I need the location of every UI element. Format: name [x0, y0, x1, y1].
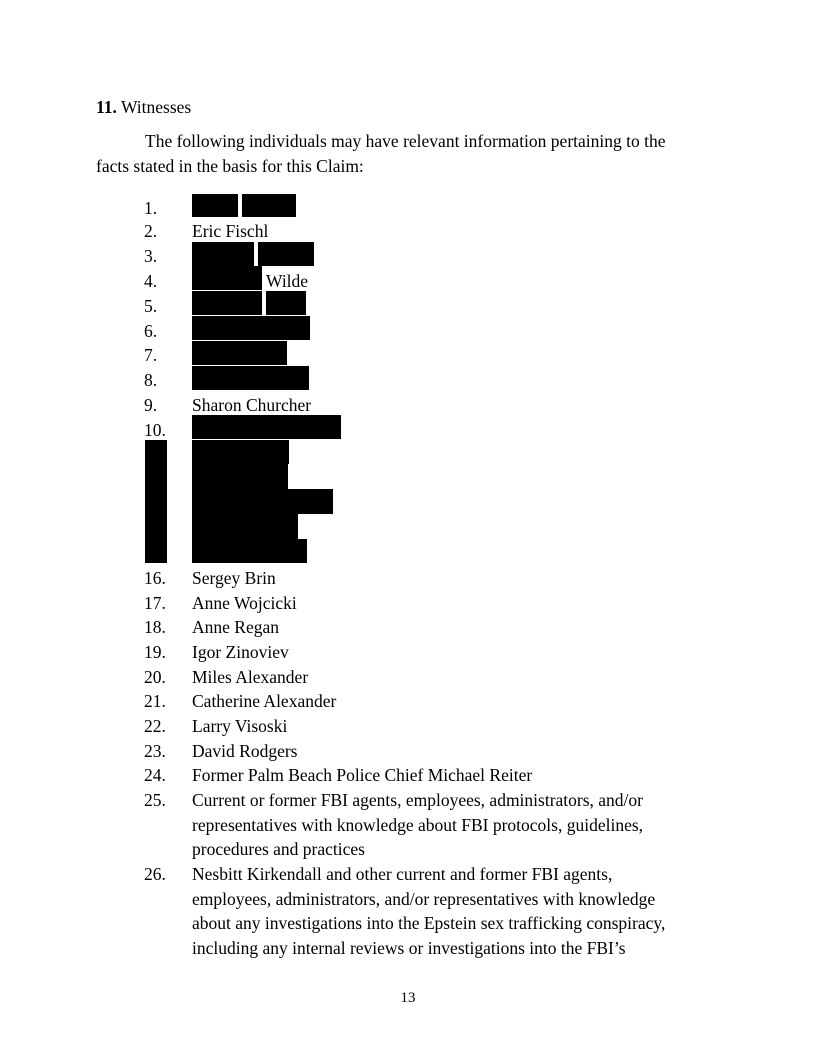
witness-name: Anne Wojcicki — [192, 593, 297, 613]
witness-name: Wilde — [266, 271, 309, 291]
redaction-block — [192, 514, 298, 539]
redaction-block — [192, 194, 238, 217]
item-number: 3. — [144, 246, 158, 266]
redaction-block — [145, 440, 167, 464]
witness-name: Anne Regan — [192, 617, 279, 637]
item-number: 6. — [144, 321, 158, 341]
witness-name: Igor Zinoviev — [192, 642, 289, 662]
redaction-block — [242, 194, 296, 217]
item-number: 5. — [144, 296, 158, 316]
item-number: 9. — [144, 395, 158, 415]
redaction-block — [258, 242, 314, 266]
redaction-block — [145, 464, 167, 489]
intro-line-2: facts stated in the basis for this Claim: — [96, 156, 364, 176]
item-number: 7. — [144, 345, 158, 365]
witness-description-line: Current or former FBI agents, employees, administrators, and/or — [192, 790, 644, 810]
redaction-block — [192, 242, 254, 266]
witness-description-line: about any investigations into the Epstein sex trafficking conspiracy, — [192, 913, 666, 933]
redaction-block — [192, 539, 307, 563]
redaction-block — [192, 440, 289, 464]
witness-description-line: representatives with knowledge about FBI protocols, guidelines, — [192, 815, 644, 835]
item-number: 20. — [144, 667, 166, 687]
witness-name: Sharon Churcher — [192, 395, 312, 415]
item-number: 23. — [144, 741, 166, 761]
item-number: 25. — [144, 790, 166, 810]
redaction-block — [192, 415, 341, 439]
redaction-block — [192, 341, 287, 365]
witness-name: Catherine Alexander — [192, 691, 337, 711]
redaction-block — [192, 266, 262, 290]
witness-name: Eric Fischl — [192, 221, 269, 241]
redaction-block — [266, 291, 306, 315]
redaction-block — [192, 291, 262, 315]
item-number: 1. — [144, 198, 158, 218]
item-number: 2. — [144, 221, 158, 241]
redaction-block — [192, 316, 310, 340]
section-heading — [96, 97, 191, 117]
item-number: 16. — [144, 568, 166, 588]
redaction-block — [145, 539, 167, 563]
item-number: 10. — [144, 420, 166, 440]
item-number: 18. — [144, 617, 166, 637]
item-number: 24. — [144, 765, 166, 785]
redaction-block — [192, 366, 309, 390]
redaction-block — [192, 489, 333, 514]
witness-name: Former Palm Beach Police Chief Michael Reiter — [192, 765, 533, 785]
redaction-block — [145, 514, 167, 539]
intro-line-1: The following individuals may have relevant information pertaining to the — [145, 131, 666, 151]
item-number: 19. — [144, 642, 166, 662]
redaction-block — [145, 489, 167, 514]
item-number: 26. — [144, 864, 166, 884]
witness-name: David Rodgers — [192, 741, 298, 761]
item-number: 22. — [144, 716, 166, 736]
redaction-block — [192, 464, 288, 489]
item-number: 8. — [144, 370, 158, 390]
witness-name: Miles Alexander — [192, 667, 309, 687]
witness-name: Larry Visoski — [192, 716, 288, 736]
section-number: 11. — [96, 97, 117, 117]
witness-description-line: including any internal reviews or investigations into the FBI’s — [192, 938, 626, 958]
item-number: 17. — [144, 593, 166, 613]
witness-description-line: employees, administrators, and/or representatives with knowledge — [192, 889, 656, 909]
witness-description-line: procedures and practices — [192, 839, 365, 859]
page-number: 13 — [400, 990, 416, 1006]
witness-name: Sergey Brin — [192, 568, 276, 588]
witness-description-line: Nesbitt Kirkendall and other current and former FBI agents, — [192, 864, 613, 884]
item-number: 21. — [144, 691, 166, 711]
section-title: Witnesses — [120, 97, 192, 117]
item-number: 4. — [144, 271, 158, 291]
